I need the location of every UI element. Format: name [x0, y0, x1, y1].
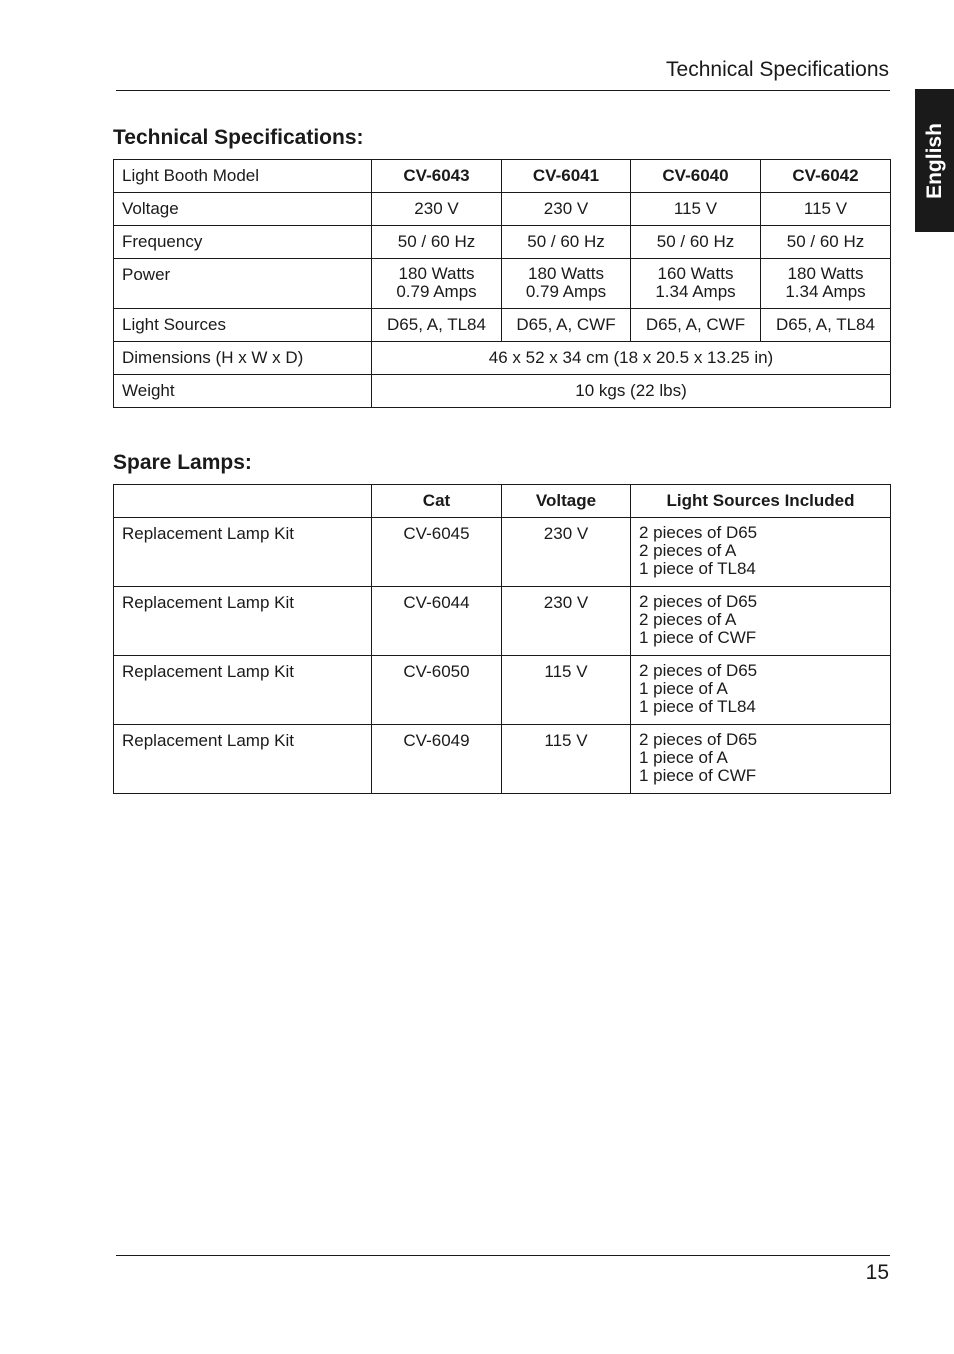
kit-name: Replacement Lamp Kit — [114, 656, 372, 725]
table-row — [114, 587, 891, 656]
power-amps: 1.34 Amps — [655, 282, 736, 301]
model-header: CV-6043 — [372, 160, 502, 193]
table-row — [114, 375, 891, 408]
table-cell: D65, A, CWF — [502, 309, 631, 342]
source-line: 1 piece of A — [639, 748, 728, 767]
kit-voltage: 115 V — [502, 656, 631, 725]
page-header-title: Technical Specifications — [666, 58, 889, 81]
table-cell — [372, 259, 502, 309]
language-tab — [915, 89, 954, 232]
power-watts: 180 Watts — [398, 264, 475, 283]
source-line: 2 pieces of D65 — [639, 730, 758, 749]
footer-rule — [116, 1255, 890, 1256]
kit-sources — [631, 656, 891, 725]
language-tab-label: English — [922, 122, 946, 199]
source-line: 2 pieces of D65 — [639, 592, 758, 611]
table-row — [114, 160, 891, 193]
model-header: CV-6040 — [631, 160, 761, 193]
source-line: 2 pieces of A — [639, 610, 737, 629]
model-header: CV-6042 — [761, 160, 891, 193]
source-line: 1 piece of A — [639, 679, 728, 698]
table-row — [114, 309, 891, 342]
kit-voltage: 230 V — [502, 587, 631, 656]
source-line: 2 pieces of D65 — [639, 661, 758, 680]
column-header: Voltage — [502, 485, 631, 518]
power-watts: 180 Watts — [528, 264, 604, 283]
column-header: Cat — [372, 485, 502, 518]
table-cell: 115 V — [761, 193, 891, 226]
kit-sources — [631, 518, 891, 587]
table-row — [114, 342, 891, 375]
table-cell — [631, 259, 761, 309]
tech-specs-heading: Technical Specifications: — [113, 126, 364, 149]
kit-cat: CV-6049 — [372, 725, 502, 794]
row-label: Dimensions (H x W x D) — [114, 342, 372, 375]
table-row — [114, 656, 891, 725]
source-line: 1 piece of CWF — [639, 628, 757, 647]
kit-name: Replacement Lamp Kit — [114, 518, 372, 587]
table-row — [114, 518, 891, 587]
column-header: Light Sources Included — [631, 485, 891, 518]
table-cell — [761, 259, 891, 309]
power-amps: 1.34 Amps — [785, 282, 866, 301]
power-watts: 180 Watts — [787, 264, 864, 283]
header-rule — [116, 90, 890, 91]
table-row — [114, 226, 891, 259]
kit-name: Replacement Lamp Kit — [114, 587, 372, 656]
spare-lamps-heading: Spare Lamps: — [113, 451, 252, 474]
kit-cat: CV-6044 — [372, 587, 502, 656]
column-header — [114, 485, 372, 518]
source-line: 1 piece of CWF — [639, 766, 757, 785]
table-cell: 50 / 60 Hz — [502, 226, 631, 259]
table-cell — [502, 259, 631, 309]
table-row — [114, 193, 891, 226]
table-cell: D65, A, TL84 — [372, 309, 502, 342]
kit-cat: CV-6045 — [372, 518, 502, 587]
table-cell: D65, A, CWF — [631, 309, 761, 342]
row-label: Weight — [114, 375, 372, 408]
table-cell: D65, A, TL84 — [761, 309, 891, 342]
kit-sources — [631, 587, 891, 656]
source-line: 2 pieces of D65 — [639, 523, 758, 542]
weight-value: 10 kgs (22 lbs) — [372, 375, 891, 408]
row-label: Voltage — [114, 193, 372, 226]
table-row — [114, 259, 891, 309]
row-label: Light Booth Model — [114, 160, 372, 193]
source-line: 1 piece of TL84 — [639, 697, 756, 716]
dimensions-value: 46 x 52 x 34 cm (18 x 20.5 x 13.25 in) — [372, 342, 891, 375]
page-number: 15 — [865, 1261, 889, 1284]
table-header-row — [114, 485, 891, 518]
power-amps: 0.79 Amps — [396, 282, 477, 301]
table-row — [114, 725, 891, 794]
model-header: CV-6041 — [502, 160, 631, 193]
row-label: Power — [114, 259, 372, 309]
source-line: 1 piece of TL84 — [639, 559, 756, 578]
table-cell: 230 V — [372, 193, 502, 226]
power-watts: 160 Watts — [657, 264, 734, 283]
kit-voltage: 230 V — [502, 518, 631, 587]
tech-specs-table — [113, 159, 891, 408]
kit-cat: CV-6050 — [372, 656, 502, 725]
source-line: 2 pieces of A — [639, 541, 737, 560]
spare-lamps-table — [113, 484, 891, 794]
table-cell: 50 / 60 Hz — [631, 226, 761, 259]
kit-name: Replacement Lamp Kit — [114, 725, 372, 794]
table-cell: 115 V — [631, 193, 761, 226]
table-cell: 50 / 60 Hz — [761, 226, 891, 259]
kit-voltage: 115 V — [502, 725, 631, 794]
table-cell: 50 / 60 Hz — [372, 226, 502, 259]
table-cell: 230 V — [502, 193, 631, 226]
power-amps: 0.79 Amps — [525, 282, 607, 301]
row-label: Frequency — [114, 226, 372, 259]
row-label: Light Sources — [114, 309, 372, 342]
kit-sources — [631, 725, 891, 794]
